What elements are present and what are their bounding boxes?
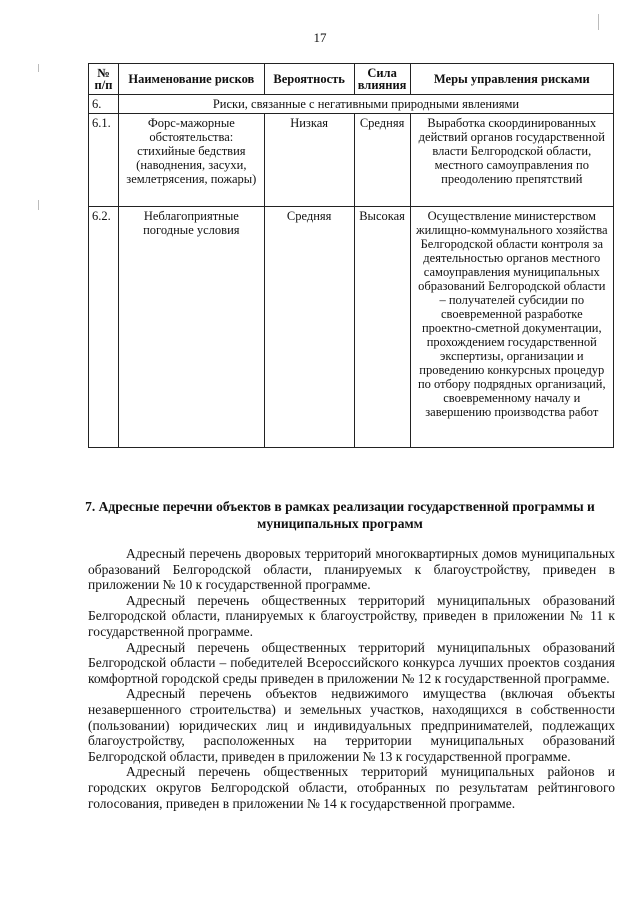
scan-margin-mark xyxy=(38,64,39,72)
risk-measures: Осуществление министерством жилищно-коммунального хозяйства Белгородской области контроля за деятельностью органов местного самоуправления муниципальных образований Белгородской области – получателей субсидии по своевременной разработке проектно-сметной документации, прохождением государственной экспертизы, организации и проведению конкурсных процедур по отбору подрядных организаций, своевременному началу и завершению производства работ xyxy=(410,207,613,448)
table-row xyxy=(89,207,614,448)
header-risk-name: Наименование рисков xyxy=(118,64,264,95)
section-heading: 7. Адресные перечни объектов в рамках реализации государственной программы и муниципальных программ xyxy=(85,499,595,531)
risk-name: Неблагоприятные погодные условия xyxy=(118,207,264,448)
paragraph: Адресный перечень объектов недвижимого имущества (включая объекты незавершенного строительства) и земельных участков, находящихся в собственности (пользовании) юридических лиц и индивидуальных предпринимателей, подлежащих благоустройству, расположенных на территории муниципальных образований Белгородской области, приведен в приложении № 13 к государственной программе. xyxy=(88,686,615,764)
risk-measures: Выработка скоординированных действий органов государственной власти Белгородской области, местного самоуправления по преодолению препятствий xyxy=(410,114,613,207)
risk-name: Форс-мажорные обстоятельства: стихийные бедствия (наводнения, засухи, землетрясения, пожары) xyxy=(118,114,264,207)
header-number: № п/п xyxy=(89,64,119,95)
scan-margin-mark xyxy=(38,200,39,210)
header-probability: Вероятность xyxy=(264,64,354,95)
table-row xyxy=(89,114,614,207)
table-header-row xyxy=(89,64,614,95)
header-measures: Меры управления рисками xyxy=(410,64,613,95)
paragraph: Адресный перечень общественных территорий муниципальных образований Белгородской области – победителей Всероссийского конкурса лучших проектов создания комфортной городской среды приведен в приложении № 12 к государственной программе. xyxy=(88,639,615,686)
group-title: Риски, связанные с негативными природными явлениями xyxy=(118,95,613,114)
section-body xyxy=(88,546,615,811)
risk-probability: Средняя xyxy=(264,207,354,448)
row-number: 6.1. xyxy=(89,114,119,207)
paragraph: Адресный перечень дворовых территорий многоквартирных домов муниципальных образований Белгородской области, планируемых к благоустройству, приведен в приложении № 10 к государственной программе. xyxy=(88,546,615,593)
risk-table xyxy=(88,63,614,448)
group-number: 6. xyxy=(89,95,119,114)
header-impact: Сила влияния xyxy=(354,64,410,95)
group-row xyxy=(89,95,614,114)
paragraph: Адресный перечень общественных территорий муниципальных образований Белгородской области, планируемых к благоустройству, приведен в приложении № 11 к государственной программе. xyxy=(88,592,615,639)
paragraph: Адресный перечень общественных территорий муниципальных районов и городских округов Белгородской области, отобранных по результатам рейтингового голосования, приведен в приложении № 14 к государственной программе. xyxy=(88,764,615,811)
row-number: 6.2. xyxy=(89,207,119,448)
risk-impact: Средняя xyxy=(354,114,410,207)
risk-impact: Высокая xyxy=(354,207,410,448)
page-number: 17 xyxy=(313,30,327,45)
risk-probability: Низкая xyxy=(264,114,354,207)
scan-margin-mark xyxy=(598,14,599,30)
